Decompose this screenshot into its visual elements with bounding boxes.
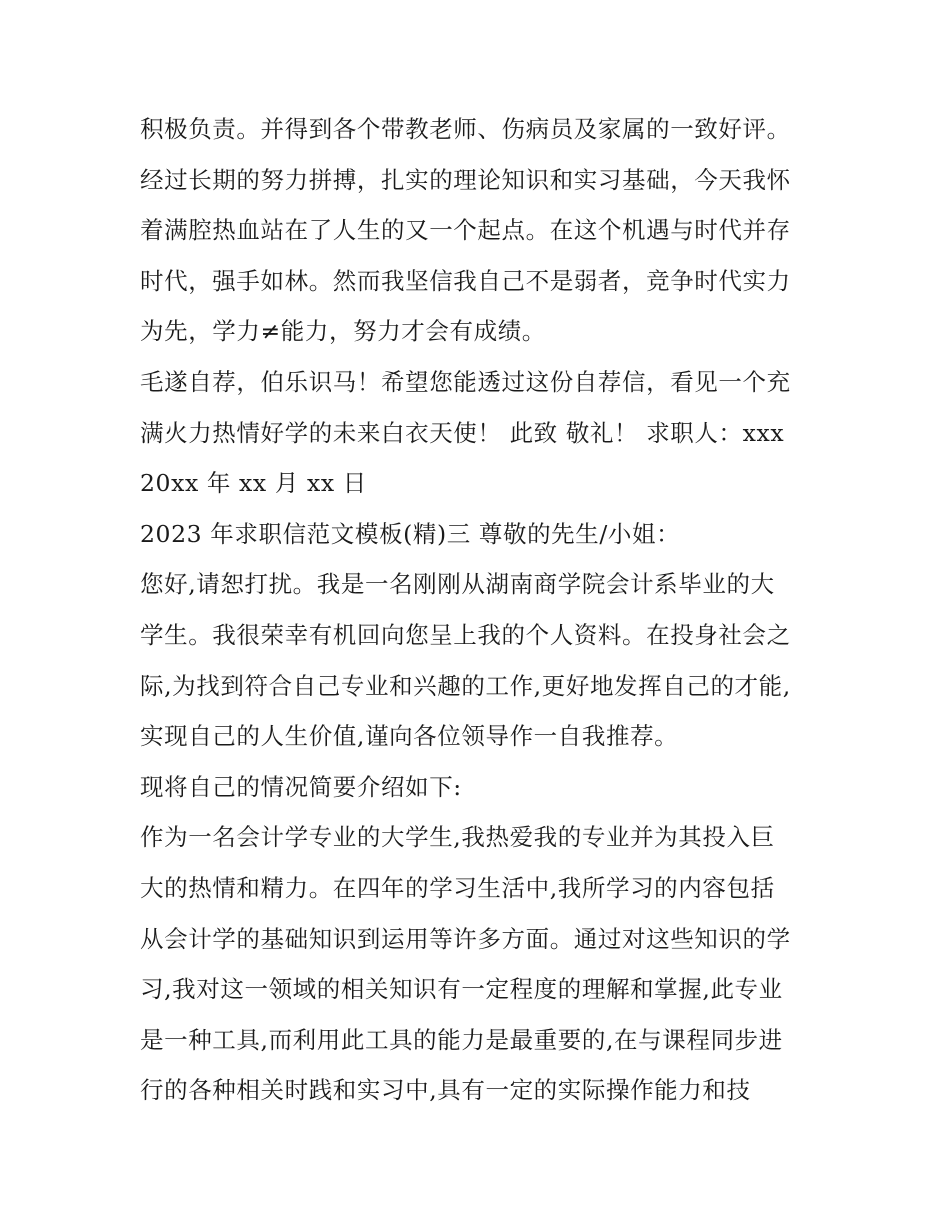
text-line: 学生。我很荣幸有机回向您呈上我的个人资料。在投身社会之 [140,620,791,649]
text-line: 际,为找到符合自己专业和兴趣的工作,更好地发挥自己的才能, [140,671,791,700]
text-line: 现将自己的情况简要介绍如下: [140,772,462,801]
text-line: 作为一名会计学专业的大学生,我热爱我的专业并为其投入巨 [140,823,775,852]
text-line: 着满腔热血站在了人生的又一个起点。在这个机遇与时代并存 [140,216,791,245]
text-line: 从会计学的基础知识到运用等许多方面。通过对这些知识的学 [140,924,791,953]
text-line: 时代，强手如林。然而我坚信我自己不是弱者，竞争时代实力 [140,266,791,295]
text-line: 大的热情和精力。在四年的学习生活中,我所学习的内容包括 [140,873,775,902]
text-line: 经过长期的努力拼搏，扎实的理论知识和实习基础，今天我怀 [140,165,791,194]
text-line: 毛遂自荐，伯乐识马！希望您能透过这份自荐信，看见一个充 [140,367,791,396]
text-line: 是一种工具,而利用此工具的能力是最重要的,在与课程同步进 [140,1025,783,1054]
date-line: 20xx 年 xx 月 xx 日 [140,469,367,498]
section-heading: 2023 年求职信范文模板(精)三 尊敬的先生/小姐： [140,519,681,548]
text-line: 习,我对这一领域的相关知识有一定程度的理解和掌握,此专业 [140,975,783,1004]
text-line: 积极负责。并得到各个带教老师、伤病员及家属的一致好评。 [140,115,791,143]
text-line: 实现自己的人生价值,谨向各位领导作一自我推荐。 [140,722,679,751]
text-line: 您好,请恕打扰。我是一名刚刚从湖南商学院会计系毕业的大 [140,570,775,599]
text-line: 为先，学力≠能力，努力才会有成绩。 [140,317,546,346]
text-line: 满火力热情好学的未来白衣天使！ 此致 敬礼！ 求职人：xxx [140,418,785,447]
document-body [140,104,820,1116]
text-line: 行的各种相关时践和实习中,具有一定的实际操作能力和技 [140,1076,751,1105]
